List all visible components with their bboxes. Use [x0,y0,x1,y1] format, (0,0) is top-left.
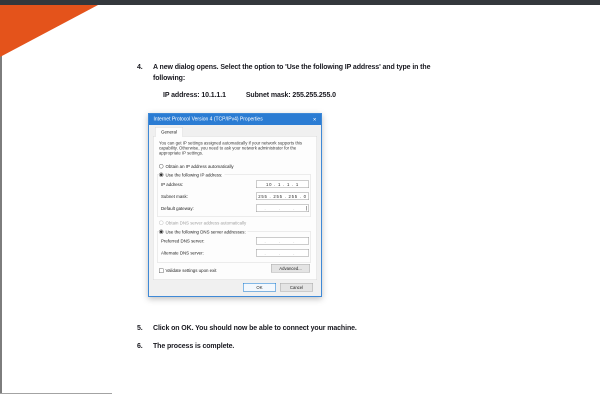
subnet-mask-label: Subnet mask: [161,194,188,199]
ipv4-properties-dialog [148,113,322,297]
alternate-dns-input[interactable] [256,249,309,257]
dns-group-box [157,231,311,263]
step-item-4 [137,62,461,84]
preferred-dns-value: . . . [264,238,301,244]
alternate-dns-label: Alternate DNS server: [161,250,204,256]
radio-icon [159,164,164,169]
ip-address-text: IP address: 10.1.1.1 [163,92,226,99]
ip-address-label: IP address: [161,182,184,187]
ok-button[interactable]: OK [243,283,276,292]
checkbox-icon [159,268,164,273]
radio-obtain-dns [159,220,246,226]
page-bottom-border [0,393,112,394]
step-number: 4. [137,64,143,71]
radio-label: Obtain DNS server address automatically [165,220,247,226]
radio-obtain-ip[interactable] [159,164,234,170]
default-gateway-value: . . . [264,205,301,211]
step-number: 6. [137,343,143,350]
step-item-6 [137,341,461,352]
brand-corner-triangle [0,5,98,57]
ip-address-input[interactable] [256,181,309,189]
close-icon[interactable]: ✕ [312,117,317,122]
ip-settings-line [163,92,336,99]
step-item-5 [137,323,461,334]
step-text: Click on OK. You should now be able to connect your machine. [153,325,357,332]
step-text: A new dialog opens. Select the option to 'Use the following IP address' and type in the following: [153,64,431,82]
dialog-titlebar [149,114,321,125]
dialog-description: You can get IP settings assigned automatically if your network supports this capability. Otherwise, you need to ask your network administrator for the appropriate IP settings. [159,140,303,156]
default-gateway-label: Default gateway: [161,206,194,211]
radio-checked-icon [159,173,164,178]
tab-general[interactable]: General [155,127,183,137]
radio-label: Obtain an IP address automatically [165,163,234,169]
radio-use-ip[interactable] [159,172,224,178]
default-gateway-input[interactable] [256,205,309,213]
subnet-mask-input[interactable] [256,193,309,201]
subnet-mask-text: Subnet mask: 255.255.255.0 [245,92,336,99]
subnet-mask-value: 255 . 255 . 255 . 0 [258,193,307,199]
advanced-button[interactable]: Advanced... [271,264,310,273]
radio-checked-icon [159,230,164,235]
page-left-border [0,5,2,394]
dialog-title: Internet Protocol Version 4 (TCP/IPv4) Properties [153,116,263,122]
step-number: 5. [137,325,143,332]
radio-label: Use the following IP address: [165,172,223,178]
cancel-button[interactable]: Cancel [280,283,313,292]
alternate-dns-value: . . . [264,250,301,256]
radio-disabled-icon [159,221,164,226]
top-bar [0,0,600,5]
step-text: The process is complete. [153,343,235,350]
radio-label: Use the following DNS server addresses: [165,229,246,235]
text-caret [306,206,307,211]
ip-address-value: 10 . 1 . 1 . 1 [266,181,299,187]
validate-settings-checkbox[interactable] [159,268,217,273]
preferred-dns-label: Preferred DNS server: [161,238,205,244]
radio-use-dns[interactable] [159,229,248,235]
checkbox-label: Validate settings upon exit [165,268,217,273]
preferred-dns-input[interactable] [256,237,309,245]
